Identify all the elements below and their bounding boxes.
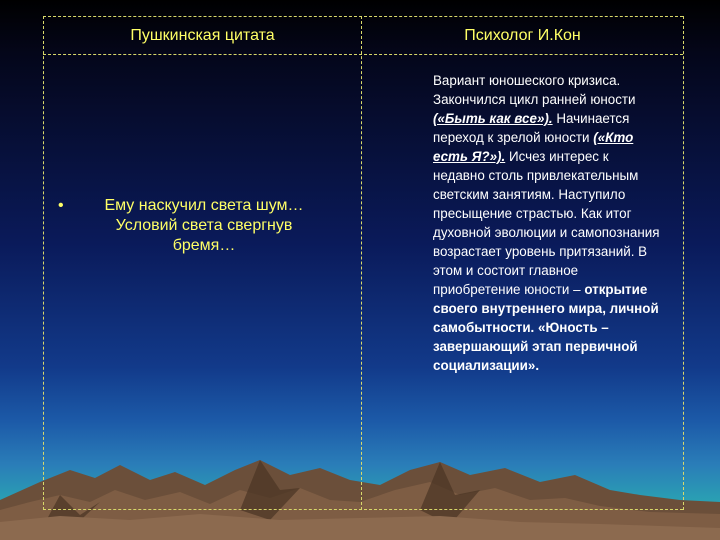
top-border-line [43,16,683,17]
bottom-border-line [43,509,683,510]
commentary-text: Начинается переход к зрелой юности [433,111,630,145]
commentary-emphasis: («Кто есть Я?»). [433,130,634,164]
quote-line: Ему наскучил света шум… [104,197,304,214]
commentary-text: Вариант юношеского кризиса. Закончился цикл ранней юности [433,73,636,107]
column-divider-line [361,16,362,510]
commentary-text: Исчез интерес к недавно столь привлекательным светским занятиям. Наступило пресыщение страстью. Как итог духовной эволюции и самопознания возрастает уровень притязаний. В этом и состоит главное приобретение юности – [433,149,660,297]
mountains-illustration [0,440,720,540]
bullet-marker: • [58,197,64,214]
commentary-bold-conclusion: открытие своего внутреннего мира, личной самобытности. «Юность – завершающий этап первичной социализации». [433,282,659,373]
quote-line: бремя… [172,237,236,254]
header-divider-line [43,54,683,55]
right-border-line [683,16,684,510]
left-column-title: Пушкинская цитата [130,27,275,44]
commentary-emphasis: («Быть как все»). [433,111,553,126]
pushkin-quote [54,196,354,256]
quote-line: Условий света свергнув [115,217,293,234]
left-border-line [43,16,44,510]
psychologist-commentary [433,71,661,375]
right-column-title: Психолог И.Кон [464,27,581,44]
